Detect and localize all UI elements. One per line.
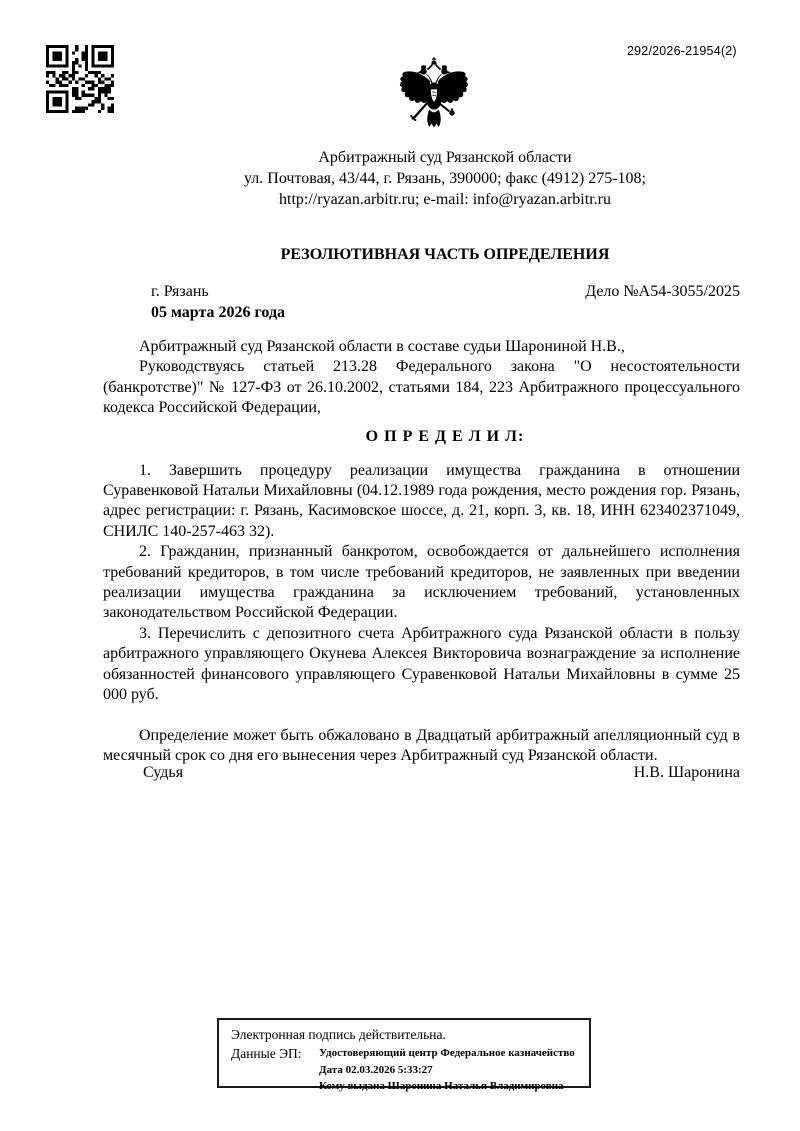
legal-basis-paragraph: Руководствуясь статьей 213.28 Федерального закона "О несостоятельности (банкротстве)" № 127-ФЗ от 26.10.2002, статьями 184, 223 Арбитражного процессуального кодекса Российской Федерации, [103, 358, 740, 417]
court-address: ул. Почтовая, 43/44, г. Рязань, 390000; факс (4912) 275-108; [243, 170, 646, 187]
court-composition-paragraph: Арбитражный суд Рязанской области в составе судьи Шарониной Н.В., [139, 338, 625, 355]
judge-name: Н.В. Шаронина [633, 764, 740, 781]
signature-row [103, 762, 740, 783]
electronic-signature-stamp [217, 1018, 591, 1092]
document-number: 292/2026-21954(2) [627, 44, 737, 58]
esign-issued-to: Кому выдана Шаронина Наталья Владимировна [319, 1080, 564, 1092]
judge-label: Судья [143, 764, 184, 781]
resolution-item-2: 2. Гражданин, признанный банкротом, освобождается от дальнейшего исполнения требований кредиторов, в том числе требований кредиторов, не заявленных при введении реализации имущества гражданина за исключением требований, установленных законодательством Российской Федерации. [103, 543, 740, 622]
letterhead [103, 147, 740, 210]
court-name: Арбитражный суд Рязанской области [318, 149, 572, 166]
document-body [103, 337, 740, 766]
esign-details [319, 1045, 575, 1095]
city-label: г. Рязань [151, 283, 209, 300]
case-number: Дело №А54-3055/2025 [585, 283, 740, 300]
appeal-paragraph: Определение может быть обжаловано в Двадцатый арбитражный апелляционный суд в месячный срок со дня его вынесения через Арбитражный суд Рязанской области. [103, 726, 740, 764]
esign-status-line: Электронная подпись действительна. [231, 1027, 446, 1042]
resolution-item-3: 3. Перечислить с депозитного счета Арбитражного суда Рязанской области в пользу арбитражного управляющего Окунева Алексея Викторовича вознаграждение за исполнение обязанностей финансового управляющего Суравенковой Натальи Михайловны в сумме 25 000 руб. [103, 624, 740, 704]
resolution-item-1: 1. Завершить процедуру реализации имущества гражданина в отношении Суравенковой Натальи Михайловны (04.12.1989 года рождения, место рождения гор. Рязань, адрес регистрации: г. Рязань, Касимовское шоссе, д. 21, корп. 3, кв. 18, ИНН 623402371049, СНИЛС 140-257-463 32). [103, 461, 740, 540]
esign-date: Дата 02.03.2026 5:33:27 [319, 1063, 433, 1076]
document-title: РЕЗОЛЮТИВНАЯ ЧАСТЬ ОПРЕДЕЛЕНИЯ [280, 246, 610, 263]
case-info-row [103, 281, 740, 302]
court-contacts: http://ryazan.arbitr.ru; e-mail: info@ryazan.arbitr.ru [279, 191, 611, 208]
coat-of-arms-icon [394, 57, 474, 140]
esign-data-label: Данные ЭП: [231, 1046, 302, 1061]
esign-certificate-authority: Удостоверяющий центр Федеральное казначейство [319, 1047, 575, 1059]
resolution-heading: О П Р Е Д Е Л И Л: [365, 427, 525, 445]
qr-code-icon [46, 45, 114, 113]
document-date: 05 марта 2026 года [151, 304, 286, 321]
